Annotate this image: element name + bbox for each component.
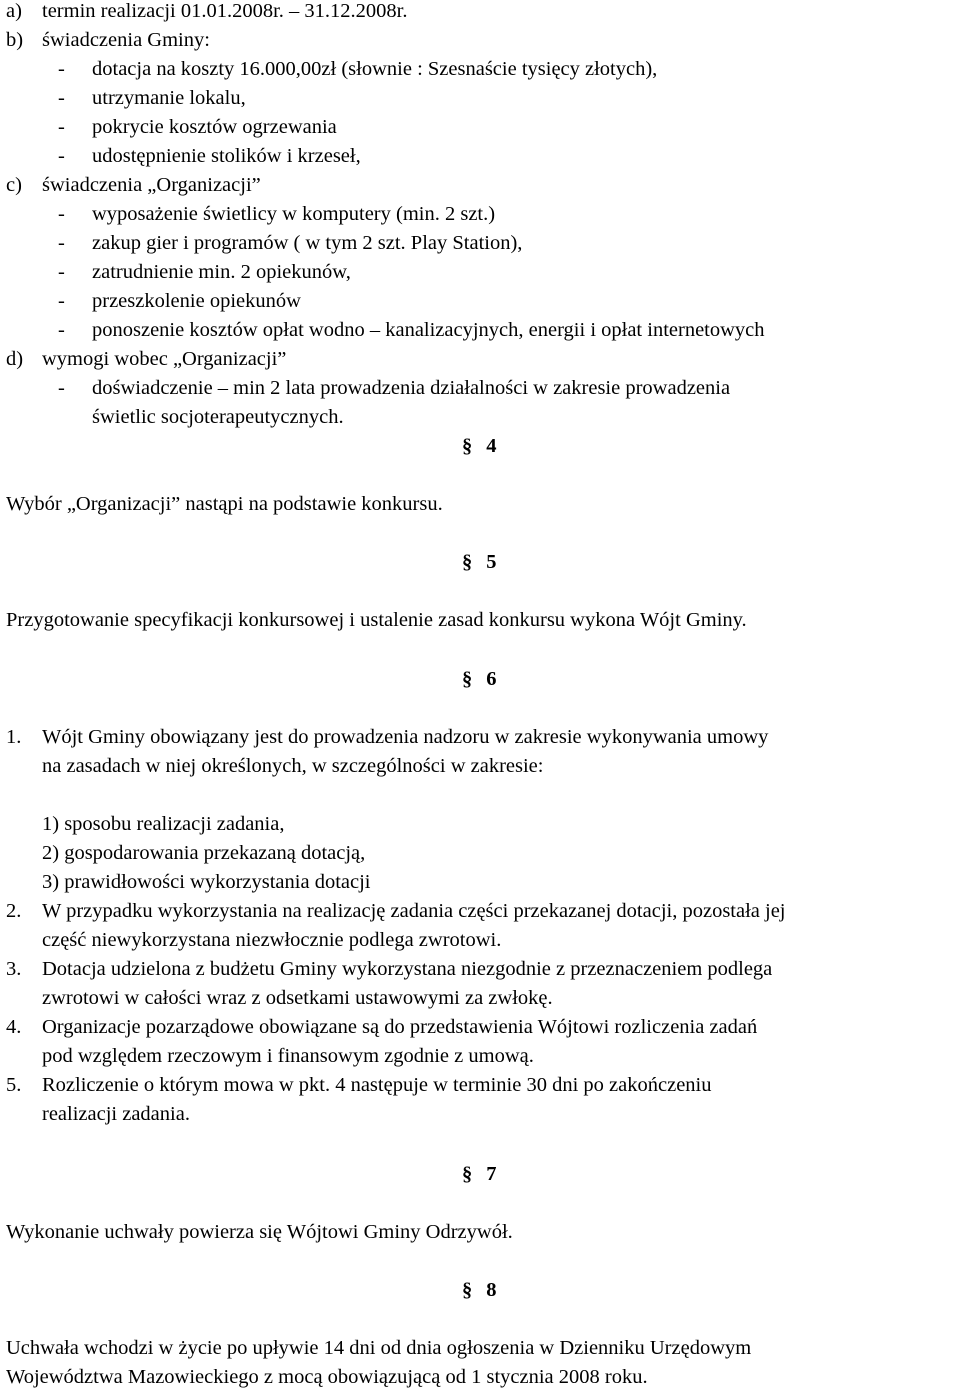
section-sign: §: [462, 1279, 473, 1301]
point-4-line: pod względem rzeczowym i finansowym zgodnie z umową.: [42, 1045, 534, 1067]
point-2-line: W przypadku wykorzystania na realizację zadania części przekazanej dotacji, pozostała jej: [42, 900, 786, 922]
section-4-text: Wybór „Organizacji” nastąpi na podstawie konkursu.: [6, 493, 443, 515]
section-8-line: Uchwała wchodzi w życie po upływie 14 dni od dnia ogłoszenia w Dzienniku Urzędowym: [6, 1337, 752, 1359]
point-5-line: Rozliczenie o którym mowa w pkt. 4 następuje w terminie 30 dni po zakończeniu: [42, 1074, 712, 1096]
gmina-services-heading: świadczenia Gminy:: [42, 29, 210, 51]
point-2-line: część niewykorzystana niezwłocznie podlega zwrotowi.: [42, 929, 502, 951]
subpoint: 2) gospodarowania przekazaną dotacją,: [42, 842, 366, 864]
dash: -: [58, 87, 65, 109]
section-heading-8: [462, 1276, 497, 1305]
dash: -: [58, 290, 65, 312]
point-5-line: realizacji zadania.: [42, 1103, 190, 1125]
list-item: pokrycie kosztów ogrzewania: [92, 116, 337, 138]
term-text: termin realizacji 01.01.2008r. – 31.12.2008r.: [42, 0, 408, 22]
list-item: dotacja na koszty 16.000,00zł (słownie : Szesnaście tysięcy złotych),: [92, 58, 658, 80]
list-item: doświadczenie – min 2 lata prowadzenia działalności w zakresie prowadzenia: [92, 377, 731, 399]
list-item: świetlic socjoterapeutycznych.: [92, 406, 344, 428]
dash: -: [58, 261, 65, 283]
subpoint: 1) sposobu realizacji zadania,: [42, 813, 285, 835]
subpoint: 3) prawidłowości wykorzystania dotacji: [42, 871, 371, 893]
section-sign: §: [462, 551, 473, 573]
section-heading-6: [462, 665, 497, 694]
list-item: przeszkolenie opiekunów: [92, 290, 301, 312]
list-item: utrzymanie lokalu,: [92, 87, 246, 109]
section-heading-7: [462, 1160, 497, 1189]
list-item: udostępnienie stolików i krzeseł,: [92, 145, 361, 167]
organization-requirements-heading: wymogi wobec „Organizacji”: [42, 348, 287, 370]
point-marker-5: 5.: [6, 1074, 22, 1096]
dash: -: [58, 319, 65, 341]
section-number: 4: [486, 435, 497, 457]
list-marker-c: c): [6, 174, 22, 196]
dash: -: [58, 203, 65, 225]
list-marker-b: b): [6, 29, 24, 51]
point-marker-1: 1.: [6, 726, 22, 748]
section-5-text: Przygotowanie specyfikacji konkursowej i ustalenie zasad konkursu wykona Wójt Gminy.: [6, 609, 747, 631]
section-number: 5: [486, 551, 497, 573]
section-8-line: Województwa Mazowieckiego z mocą obowiązującą od 1 stycznia 2008 roku.: [6, 1366, 648, 1388]
point-4-line: Organizacje pozarządowe obowiązane są do przedstawienia Wójtowi rozliczenia zadań: [42, 1016, 758, 1038]
list-item: zakup gier i programów ( w tym 2 szt. Play Station),: [92, 232, 523, 254]
list-marker-a: a): [6, 0, 22, 22]
point-marker-4: 4.: [6, 1016, 22, 1038]
point-marker-3: 3.: [6, 958, 22, 980]
section-number: 6: [486, 668, 497, 690]
point-1-line: Wójt Gminy obowiązany jest do prowadzenia nadzoru w zakresie wykonywania umowy: [42, 726, 769, 748]
section-7-text: Wykonanie uchwały powierza się Wójtowi Gminy Odrzywół.: [6, 1221, 513, 1243]
section-number: 7: [486, 1163, 497, 1185]
list-item: zatrudnienie min. 2 opiekunów,: [92, 261, 351, 283]
point-marker-2: 2.: [6, 900, 22, 922]
section-heading-5: [462, 548, 497, 577]
organization-services-heading: świadczenia „Organizacji”: [42, 174, 261, 196]
dash: -: [58, 116, 65, 138]
dash: -: [58, 377, 65, 399]
list-item: wyposażenie świetlicy w komputery (min. 2 szt.): [92, 203, 496, 225]
section-heading-4: [462, 432, 497, 461]
list-item: ponoszenie kosztów opłat wodno – kanalizacyjnych, energii i opłat internetowych: [92, 319, 765, 341]
point-3-line: Dotacja udzielona z budżetu Gminy wykorzystana niezgodnie z przeznaczeniem podlega: [42, 958, 773, 980]
point-1-line: na zasadach w niej określonych, w szczególności w zakresie:: [42, 755, 544, 777]
section-sign: §: [462, 1163, 473, 1185]
point-3-line: zwrotowi w całości wraz z odsetkami ustawowymi za zwłokę.: [42, 987, 553, 1009]
list-marker-d: d): [6, 348, 24, 370]
dash: -: [58, 58, 65, 80]
section-sign: §: [462, 668, 473, 690]
section-number: 8: [486, 1279, 497, 1301]
dash: -: [58, 145, 65, 167]
dash: -: [58, 232, 65, 254]
section-sign: §: [462, 435, 473, 457]
